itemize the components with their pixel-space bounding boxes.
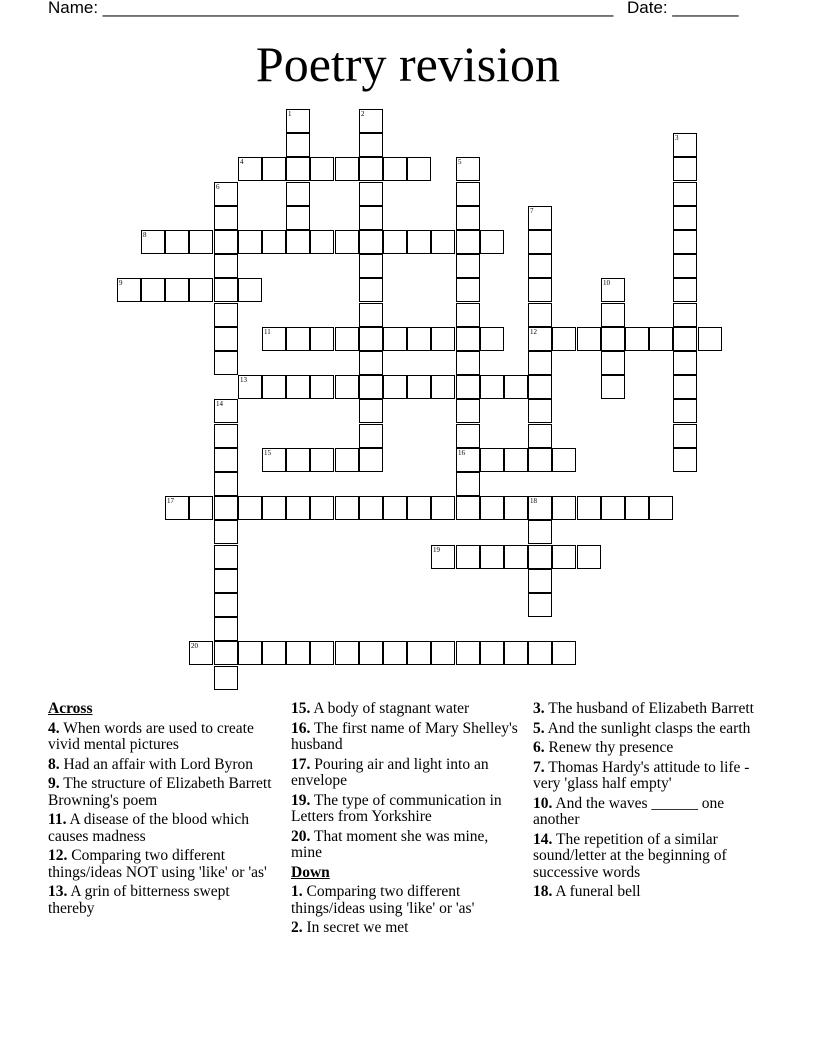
clue-item-text: The first name of Mary Shelley's husband: [291, 719, 518, 753]
crossword-cell[interactable]: [262, 230, 286, 254]
crossword-cell[interactable]: [117, 278, 141, 302]
date-field-line: Date: _______: [627, 0, 739, 17]
crossword-cell[interactable]: [286, 327, 310, 351]
crossword-cell[interactable]: [528, 569, 552, 593]
clue-item-text: The husband of Elizabeth Barrett: [544, 700, 754, 717]
crossword-cell[interactable]: [214, 520, 238, 544]
crossword-cell[interactable]: [431, 496, 455, 520]
crossword-cell[interactable]: [528, 230, 552, 254]
crossword-cell[interactable]: [480, 545, 504, 569]
crossword-cell[interactable]: [431, 545, 455, 569]
crossword-cell[interactable]: [431, 375, 455, 399]
clue-item-text: Pouring air and light into an envelope: [291, 755, 489, 789]
crossword-cell[interactable]: [456, 424, 480, 448]
clue-item: [48, 848, 280, 881]
crossword-cell[interactable]: [456, 230, 480, 254]
clue-number: 15: [264, 449, 271, 457]
clue-item-number: 5.: [533, 719, 545, 737]
clue-item: [291, 701, 523, 718]
clue-item-text: That moment she was mine, mine: [291, 827, 489, 861]
crossword-cell[interactable]: [214, 496, 238, 520]
crossword-cell[interactable]: [214, 399, 238, 423]
clue-number: 1: [288, 110, 292, 118]
crossword-cell[interactable]: [310, 157, 334, 181]
crossword-cell[interactable]: [286, 230, 310, 254]
crossword-cell[interactable]: [456, 641, 480, 665]
crossword-cell[interactable]: [286, 375, 310, 399]
crossword-cell[interactable]: [165, 496, 189, 520]
crossword-cell[interactable]: [431, 641, 455, 665]
crossword-cell[interactable]: [673, 424, 697, 448]
clue-item: [533, 760, 765, 793]
crossword-cell[interactable]: [504, 641, 528, 665]
clue-item-number: 8.: [48, 755, 60, 773]
crossword-cell[interactable]: [456, 182, 480, 206]
clue-item: [533, 796, 765, 829]
crossword-cell[interactable]: [407, 157, 431, 181]
clue-item-text: And the waves ______ one another: [533, 794, 725, 828]
crossword-cell[interactable]: [649, 327, 673, 351]
crossword-cell[interactable]: [189, 641, 213, 665]
clue-item-text: Renew thy presence: [544, 739, 674, 756]
clue-item: [533, 832, 765, 882]
crossword-cell[interactable]: [456, 303, 480, 327]
clue-item-number: 6.: [533, 739, 545, 756]
crossword-cell[interactable]: [310, 230, 334, 254]
crossword-cell[interactable]: [456, 375, 480, 399]
crossword-cell[interactable]: [359, 375, 383, 399]
clue-item-text: Comparing two different things/ideas using 'like' or 'as': [291, 883, 475, 917]
crossword-cell[interactable]: [552, 641, 576, 665]
crossword-cell[interactable]: [286, 109, 310, 133]
clue-number: 2: [361, 110, 365, 118]
clue-item-number: 1.: [291, 883, 303, 900]
down-heading: Down: [291, 863, 330, 881]
clue-number: 7: [530, 207, 534, 215]
crossword-cell[interactable]: [214, 617, 238, 641]
crossword-cell[interactable]: [673, 351, 697, 375]
crossword-cell[interactable]: [214, 182, 238, 206]
crossword-cell[interactable]: [528, 278, 552, 302]
crossword-cell[interactable]: [238, 157, 262, 181]
clue-item: [48, 776, 280, 809]
crossword-cell[interactable]: [456, 448, 480, 472]
clue-item-number: 13.: [48, 883, 68, 900]
clue-number: 16: [458, 449, 465, 457]
crossword-cell[interactable]: [286, 133, 310, 157]
clue-item: [291, 757, 523, 790]
crossword-cell[interactable]: [262, 375, 286, 399]
crossword-cell[interactable]: [649, 496, 673, 520]
clue-item-text: A funeral bell: [552, 883, 641, 900]
crossword-cell[interactable]: [456, 206, 480, 230]
crossword-cell[interactable]: [286, 157, 310, 181]
crossword-cell[interactable]: [214, 448, 238, 472]
crossword-cell[interactable]: [673, 448, 697, 472]
crossword-cell[interactable]: [480, 641, 504, 665]
crossword-cell[interactable]: [431, 327, 455, 351]
crossword-cell[interactable]: [286, 641, 310, 665]
crossword-cell[interactable]: [214, 569, 238, 593]
crossword-cell[interactable]: [286, 448, 310, 472]
crossword-cell[interactable]: [359, 278, 383, 302]
clue-item-number: 2.: [291, 919, 303, 936]
clue-item: [48, 812, 280, 845]
crossword-cell[interactable]: [359, 230, 383, 254]
clue-item-number: 20.: [291, 827, 311, 845]
clue-item: [291, 829, 523, 862]
crossword-cell[interactable]: [528, 206, 552, 230]
clues-column-3: [533, 701, 765, 904]
crossword-cell[interactable]: [359, 303, 383, 327]
clue-number: 20: [191, 642, 198, 650]
crossword-cell[interactable]: [625, 327, 649, 351]
crossword-cell[interactable]: [504, 375, 528, 399]
clue-item-number: 14.: [533, 830, 553, 848]
crossword-cell[interactable]: [141, 278, 165, 302]
crossword-cell[interactable]: [601, 351, 625, 375]
crossword-cell[interactable]: [310, 496, 334, 520]
clue-item: [48, 884, 280, 917]
crossword-cell[interactable]: [480, 496, 504, 520]
down-clue-list-continued: [533, 701, 765, 901]
clue-number: 12: [530, 328, 537, 336]
clue-item-text: When words are used to create vivid mental pictures: [48, 719, 254, 753]
crossword-cell[interactable]: [673, 375, 697, 399]
crossword-cell[interactable]: [286, 182, 310, 206]
crossword-cell[interactable]: [359, 109, 383, 133]
across-clue-list: [48, 721, 280, 918]
crossword-cell[interactable]: [262, 448, 286, 472]
clue-number: 5: [458, 158, 462, 166]
clue-number: 9: [119, 279, 123, 287]
crossword-cell[interactable]: [165, 278, 189, 302]
crossword-cell[interactable]: [214, 278, 238, 302]
crossword-cell[interactable]: [673, 399, 697, 423]
crossword-cell[interactable]: [238, 278, 262, 302]
across-heading: Across: [48, 700, 93, 717]
crossword-cell[interactable]: [214, 230, 238, 254]
crossword-cell[interactable]: [456, 327, 480, 351]
clues-column-2: [291, 701, 523, 940]
crossword-cell[interactable]: [528, 448, 552, 472]
clue-item-text: A disease of the blood which causes madness: [48, 811, 250, 845]
crossword-cell[interactable]: [359, 399, 383, 423]
crossword-cell[interactable]: [335, 375, 359, 399]
clue-item-number: 12.: [48, 847, 68, 864]
crossword-cell[interactable]: [528, 496, 552, 520]
crossword-cell[interactable]: [577, 496, 601, 520]
crossword-cell[interactable]: [214, 254, 238, 278]
crossword-cell[interactable]: [625, 496, 649, 520]
crossword-cell[interactable]: [359, 182, 383, 206]
crossword-cell[interactable]: [456, 157, 480, 181]
crossword-cell[interactable]: [577, 545, 601, 569]
crossword-cell[interactable]: [359, 424, 383, 448]
clue-number: 13: [240, 376, 247, 384]
clue-number: 18: [530, 497, 537, 505]
crossword-cell[interactable]: [335, 230, 359, 254]
crossword-cell[interactable]: [214, 206, 238, 230]
clue-item: [533, 740, 765, 757]
crossword-cell[interactable]: [335, 157, 359, 181]
clue-number: 17: [167, 497, 174, 505]
crossword-cell[interactable]: [577, 327, 601, 351]
crossword-cell[interactable]: [359, 157, 383, 181]
crossword-cell[interactable]: [528, 424, 552, 448]
clue-item-text: Had an affair with Lord Byron: [59, 755, 254, 773]
clue-item-text: The repetition of a similar sound/letter at the beginning of successive words: [533, 830, 727, 881]
clue-number: 6: [216, 183, 220, 191]
crossword-cell[interactable]: [214, 472, 238, 496]
crossword-cell[interactable]: [528, 327, 552, 351]
crossword-cell[interactable]: [673, 254, 697, 278]
clue-number: 4: [240, 158, 244, 166]
crossword-cell[interactable]: [407, 496, 431, 520]
clue-item: [48, 757, 280, 774]
crossword-cell[interactable]: [407, 230, 431, 254]
clue-item-number: 10.: [533, 794, 553, 812]
crossword-cell[interactable]: [528, 351, 552, 375]
clue-number: 14: [216, 400, 223, 408]
crossword-cell[interactable]: [214, 666, 238, 690]
crossword-cell[interactable]: [214, 351, 238, 375]
clue-number: 3: [675, 134, 679, 142]
crossword-cell[interactable]: [673, 327, 697, 351]
crossword-cell[interactable]: [456, 472, 480, 496]
crossword-cell[interactable]: [480, 327, 504, 351]
clue-item: [533, 701, 765, 718]
clue-item-number: 15.: [291, 700, 311, 717]
crossword-cell[interactable]: [504, 496, 528, 520]
crossword-cell[interactable]: [310, 327, 334, 351]
clue-number: 19: [433, 546, 440, 554]
clue-item: [533, 721, 765, 738]
clue-item: [291, 721, 523, 754]
crossword-cell[interactable]: [673, 206, 697, 230]
crossword-cell[interactable]: [214, 545, 238, 569]
crossword-cell[interactable]: [310, 375, 334, 399]
crossword-cell[interactable]: [189, 230, 213, 254]
crossword-cell[interactable]: [601, 496, 625, 520]
clue-item-text: Comparing two different things/ideas NOT using 'like' or 'as': [48, 847, 267, 881]
crossword-cell[interactable]: [310, 641, 334, 665]
crossword-cell[interactable]: [262, 641, 286, 665]
clue-item: [291, 920, 523, 937]
crossword-cell[interactable]: [456, 254, 480, 278]
crossword-cell[interactable]: [359, 133, 383, 157]
crossword-cell[interactable]: [480, 230, 504, 254]
clue-item-text: Thomas Hardy's attitude to life - very 'glass half empty': [533, 758, 750, 792]
crossword-cell[interactable]: [359, 351, 383, 375]
crossword-cell[interactable]: [456, 399, 480, 423]
crossword-cell[interactable]: [214, 424, 238, 448]
clue-item-text: And the sunlight clasps the earth: [544, 719, 751, 737]
crossword-cell[interactable]: [214, 641, 238, 665]
crossword-cell[interactable]: [214, 593, 238, 617]
crossword-cell[interactable]: [165, 230, 189, 254]
crossword-cell[interactable]: [286, 206, 310, 230]
crossword-cell[interactable]: [335, 641, 359, 665]
crossword-cell[interactable]: [456, 278, 480, 302]
across-clue-list-continued: [291, 701, 523, 862]
clue-item-text: In secret we met: [302, 919, 409, 936]
crossword-cell[interactable]: [601, 327, 625, 351]
page-title: Poetry revision: [255, 36, 561, 92]
clue-item-text: The structure of Elizabeth Barrett Browning's poem: [48, 775, 272, 809]
crossword-cell[interactable]: [262, 327, 286, 351]
name-field-line: Name: ______________________________________________________: [48, 0, 614, 17]
crossword-cell[interactable]: [359, 254, 383, 278]
clue-item: [48, 721, 280, 754]
crossword-cell[interactable]: [335, 496, 359, 520]
crossword-cell[interactable]: [407, 375, 431, 399]
crossword-cell[interactable]: [528, 399, 552, 423]
crossword-cell[interactable]: [335, 448, 359, 472]
crossword-cell[interactable]: [504, 545, 528, 569]
crossword-cell[interactable]: [310, 448, 334, 472]
crossword-cell[interactable]: [601, 278, 625, 302]
clue-item-number: 17.: [291, 755, 311, 773]
crossword-cell[interactable]: [456, 496, 480, 520]
clue-item-number: 3.: [533, 700, 545, 717]
crossword-cell[interactable]: [238, 641, 262, 665]
crossword-cell[interactable]: [552, 496, 576, 520]
crossword-cell[interactable]: [480, 375, 504, 399]
clue-item-number: 18.: [533, 883, 553, 900]
crossword-cell[interactable]: [383, 496, 407, 520]
clue-item-text: The type of communication in Letters from Yorkshire: [291, 791, 502, 825]
crossword-cell[interactable]: [528, 520, 552, 544]
clue-item-number: 11.: [48, 811, 67, 828]
crossword-cell[interactable]: [673, 157, 697, 181]
crossword-cell[interactable]: [673, 230, 697, 254]
crossword-cell[interactable]: [431, 230, 455, 254]
clue-item-number: 9.: [48, 775, 60, 792]
clue-number: 11: [264, 328, 271, 336]
clue-item: [291, 793, 523, 826]
crossword-cell[interactable]: [359, 327, 383, 351]
crossword-cell[interactable]: [359, 641, 383, 665]
clue-number: 8: [143, 231, 147, 239]
crossword-cell[interactable]: [552, 327, 576, 351]
crossword-cell[interactable]: [214, 327, 238, 351]
crossword-cell[interactable]: [528, 641, 552, 665]
crossword-cell[interactable]: [601, 375, 625, 399]
clue-item-number: 19.: [291, 791, 311, 809]
crossword-cell[interactable]: [698, 327, 722, 351]
crossword-cell[interactable]: [528, 303, 552, 327]
crossword-cell[interactable]: [359, 206, 383, 230]
crossword-cell[interactable]: [189, 496, 213, 520]
crossword-cell[interactable]: [480, 448, 504, 472]
crossword-cell[interactable]: [214, 303, 238, 327]
clue-item-text: A grin of bitterness swept thereby: [48, 883, 230, 917]
crossword-cell[interactable]: [383, 375, 407, 399]
crossword-cell[interactable]: [673, 278, 697, 302]
crossword-cell[interactable]: [456, 351, 480, 375]
clue-item: [291, 884, 523, 917]
clue-item: [533, 884, 765, 901]
clue-item-number: 16.: [291, 719, 311, 737]
crossword-cell[interactable]: [238, 230, 262, 254]
crossword-cell[interactable]: [504, 448, 528, 472]
crossword-cell[interactable]: [335, 327, 359, 351]
crossword-cell[interactable]: [552, 448, 576, 472]
crossword-cell[interactable]: [383, 327, 407, 351]
crossword-cell[interactable]: [407, 327, 431, 351]
crossword-cell[interactable]: [601, 303, 625, 327]
crossword-cell[interactable]: [141, 230, 165, 254]
crossword-cell[interactable]: [262, 157, 286, 181]
crossword-cell[interactable]: [673, 133, 697, 157]
clue-item-number: 7.: [533, 758, 545, 776]
down-clue-list: [291, 884, 523, 937]
clue-item-number: 4.: [48, 719, 60, 737]
crossword-cell[interactable]: [673, 303, 697, 327]
crossword-cell[interactable]: [528, 254, 552, 278]
crossword-cell[interactable]: [552, 545, 576, 569]
clue-item-text: A body of stagnant water: [310, 700, 470, 717]
crossword-cell[interactable]: [383, 641, 407, 665]
crossword-cell[interactable]: [673, 182, 697, 206]
crossword-cell[interactable]: [359, 448, 383, 472]
crossword-cell[interactable]: [262, 496, 286, 520]
crossword-cell[interactable]: [528, 545, 552, 569]
crossword-cell[interactable]: [286, 496, 310, 520]
crossword-cell[interactable]: [359, 496, 383, 520]
crossword-cell[interactable]: [407, 641, 431, 665]
crossword-cell[interactable]: [528, 375, 552, 399]
crossword-cell[interactable]: [238, 496, 262, 520]
crossword-cell[interactable]: [238, 375, 262, 399]
crossword-cell[interactable]: [383, 157, 407, 181]
crossword-cell[interactable]: [189, 278, 213, 302]
crossword-cell[interactable]: [528, 593, 552, 617]
clues-column-1: [48, 701, 280, 920]
crossword-cell[interactable]: [383, 230, 407, 254]
clue-number: 10: [603, 279, 610, 287]
crossword-cell[interactable]: [456, 545, 480, 569]
